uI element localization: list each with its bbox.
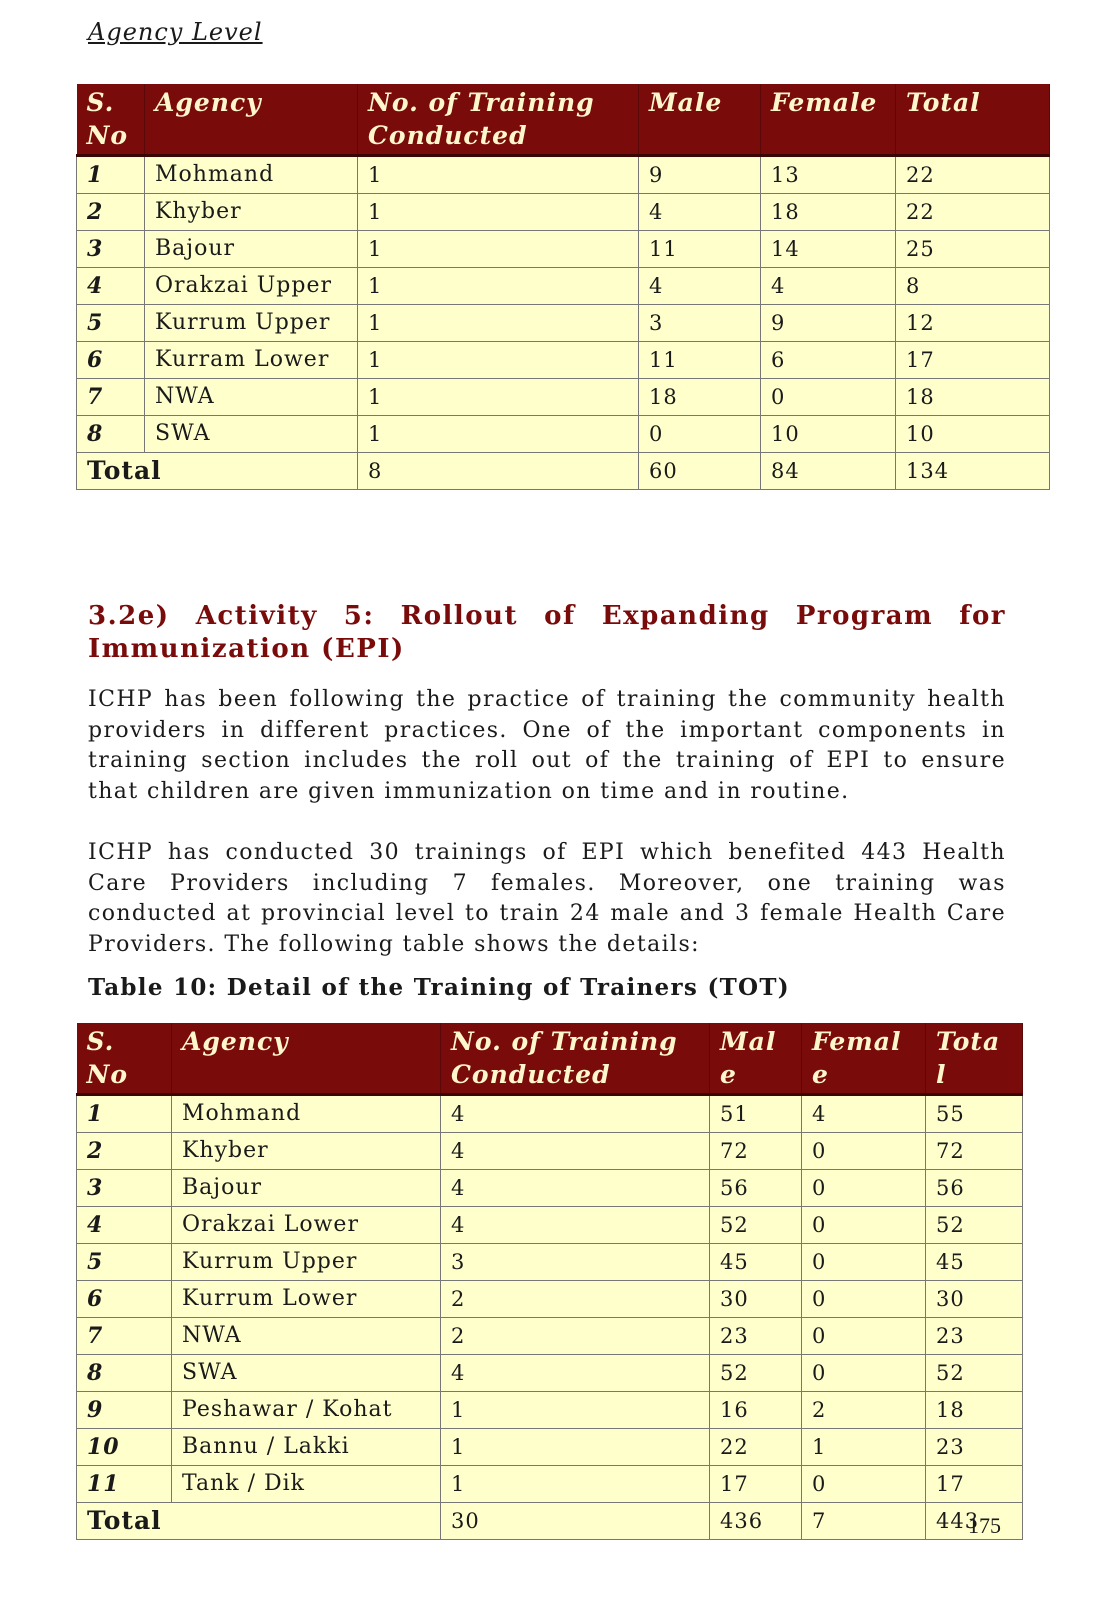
row-trainings: 1: [358, 342, 639, 379]
row-agency: Mohmand: [145, 156, 358, 194]
section-title: 3.2e) Activity 5: Rollout of Expanding Program for Immunization (EPI): [88, 601, 1006, 664]
row-trainings: 1: [358, 194, 639, 231]
table-row: [77, 1466, 1023, 1503]
row-female: 2: [802, 1392, 926, 1429]
row-male: 18: [639, 379, 761, 416]
total-male: 60: [639, 453, 761, 490]
row-sno: 5: [77, 305, 145, 342]
row-total: 56: [926, 1170, 1023, 1207]
page-number: 175: [968, 1513, 1001, 1538]
row-male: 30: [710, 1281, 802, 1318]
table-row: [77, 1133, 1023, 1170]
total-total: 134: [896, 453, 1050, 490]
header-female: Female: [761, 84, 896, 156]
header-sno: S. No: [77, 84, 145, 156]
table-row: [77, 1429, 1023, 1466]
row-agency: Kurram Lower: [145, 342, 358, 379]
row-female: 0: [802, 1207, 926, 1244]
row-sno: 6: [77, 342, 145, 379]
row-sno: 4: [77, 268, 145, 305]
row-female: 18: [761, 194, 896, 231]
total-female: 7: [802, 1503, 926, 1540]
row-trainings: 4: [441, 1170, 710, 1207]
row-sno: 10: [77, 1429, 172, 1466]
row-trainings: 2: [441, 1318, 710, 1355]
row-sno: 7: [77, 379, 145, 416]
header-trainings: No. of Training Conducted: [358, 84, 639, 156]
row-female: 0: [761, 379, 896, 416]
row-total: 18: [926, 1392, 1023, 1429]
row-female: 1: [802, 1429, 926, 1466]
row-total: 55: [926, 1095, 1023, 1133]
row-male: 72: [710, 1133, 802, 1170]
agency-training-table: [76, 84, 1050, 490]
table-row: [77, 416, 1050, 453]
table-row: [77, 1392, 1023, 1429]
row-female: 9: [761, 305, 896, 342]
row-total: 30: [926, 1281, 1023, 1318]
row-total: 17: [896, 342, 1050, 379]
row-male: 56: [710, 1170, 802, 1207]
header-female: Femal e: [802, 1023, 926, 1095]
table-header-row: [77, 1023, 1023, 1095]
row-agency: Orakzai Upper: [145, 268, 358, 305]
header-agency: Agency: [145, 84, 358, 156]
row-trainings: 4: [441, 1133, 710, 1170]
total-row: [77, 453, 1050, 490]
table-row: [77, 231, 1050, 268]
table-row: [77, 194, 1050, 231]
row-male: 11: [639, 342, 761, 379]
row-female: 0: [802, 1170, 926, 1207]
table-row: [77, 1318, 1023, 1355]
row-agency: Khyber: [172, 1133, 441, 1170]
table-body: [77, 1095, 1023, 1540]
row-male: 4: [639, 194, 761, 231]
table-body: [77, 156, 1050, 490]
row-total: 12: [896, 305, 1050, 342]
row-female: 6: [761, 342, 896, 379]
total-row: [77, 1503, 1023, 1540]
row-sno: 5: [77, 1244, 172, 1281]
row-trainings: 1: [358, 231, 639, 268]
row-agency: Mohmand: [172, 1095, 441, 1133]
row-trainings: 4: [441, 1095, 710, 1133]
row-sno: 8: [77, 1355, 172, 1392]
table-row: [77, 268, 1050, 305]
row-male: 52: [710, 1355, 802, 1392]
row-total: 52: [926, 1207, 1023, 1244]
row-trainings: 3: [441, 1244, 710, 1281]
table-row: [77, 156, 1050, 194]
row-agency: Bannu / Lakki: [172, 1429, 441, 1466]
row-trainings: 1: [358, 268, 639, 305]
table-row: [77, 1095, 1023, 1133]
header-agency: Agency: [172, 1023, 441, 1095]
agency-level-heading: Agency Level: [88, 18, 263, 46]
row-male: 23: [710, 1318, 802, 1355]
table-row: [77, 1207, 1023, 1244]
row-male: 17: [710, 1466, 802, 1503]
row-male: 16: [710, 1392, 802, 1429]
paragraph-2: ICHP has conducted 30 trainings of EPI which benefited 443 Health Care Providers including 7 females. Moreover, one training was conducted at provincial level to train 24 male and 3 female Health Care Providers. The following table shows the details:: [88, 840, 1006, 957]
row-male: 11: [639, 231, 761, 268]
row-agency: SWA: [172, 1355, 441, 1392]
total-label: Total: [77, 1503, 441, 1540]
row-male: 4: [639, 268, 761, 305]
row-female: 0: [802, 1466, 926, 1503]
table-row: [77, 1355, 1023, 1392]
table-row: [77, 305, 1050, 342]
paragraph-1: ICHP has been following the practice of training the community health providers in different practices. One of the important components in training section includes the roll out of the training of EPI to ensure that children are given immunization on time and in routine.: [88, 687, 1006, 804]
row-sno: 8: [77, 416, 145, 453]
row-sno: 1: [77, 1095, 172, 1133]
row-agency: Peshawar / Kohat: [172, 1392, 441, 1429]
row-trainings: 1: [358, 305, 639, 342]
row-male: 0: [639, 416, 761, 453]
total-female: 84: [761, 453, 896, 490]
row-agency: Kurrum Lower: [172, 1281, 441, 1318]
table-header-row: [77, 84, 1050, 156]
total-trainings: 30: [441, 1503, 710, 1540]
row-total: 8: [896, 268, 1050, 305]
tot-training-table: [76, 1023, 1023, 1540]
row-sno: 7: [77, 1318, 172, 1355]
row-trainings: 4: [441, 1207, 710, 1244]
row-total: 23: [926, 1318, 1023, 1355]
row-total: 25: [896, 231, 1050, 268]
row-total: 22: [896, 156, 1050, 194]
row-trainings: 1: [441, 1392, 710, 1429]
row-agency: Bajour: [145, 231, 358, 268]
row-trainings: 1: [441, 1466, 710, 1503]
row-male: 9: [639, 156, 761, 194]
row-male: 22: [710, 1429, 802, 1466]
row-agency: Kurrum Upper: [145, 305, 358, 342]
total-label: Total: [77, 453, 358, 490]
row-trainings: 1: [358, 416, 639, 453]
row-trainings: 1: [358, 379, 639, 416]
row-total: 23: [926, 1429, 1023, 1466]
row-total: 52: [926, 1355, 1023, 1392]
row-total: 10: [896, 416, 1050, 453]
row-trainings: 2: [441, 1281, 710, 1318]
row-total: 45: [926, 1244, 1023, 1281]
row-sno: 2: [77, 1133, 172, 1170]
row-male: 45: [710, 1244, 802, 1281]
row-sno: 4: [77, 1207, 172, 1244]
row-agency: Kurrum Upper: [172, 1244, 441, 1281]
row-female: 0: [802, 1318, 926, 1355]
header-trainings: No. of Training Conducted: [441, 1023, 710, 1095]
row-male: 3: [639, 305, 761, 342]
table-caption: Table 10: Detail of the Training of Trainers (TOT): [88, 974, 790, 1001]
table-row: [77, 1281, 1023, 1318]
row-agency: Bajour: [172, 1170, 441, 1207]
row-total: 18: [896, 379, 1050, 416]
header-male: Mal e: [710, 1023, 802, 1095]
row-agency: NWA: [172, 1318, 441, 1355]
table-row: [77, 1170, 1023, 1207]
row-trainings: 1: [441, 1429, 710, 1466]
row-sno: 3: [77, 231, 145, 268]
total-male: 436: [710, 1503, 802, 1540]
row-total: 22: [896, 194, 1050, 231]
table-row: [77, 342, 1050, 379]
row-agency: Tank / Dik: [172, 1466, 441, 1503]
row-male: 51: [710, 1095, 802, 1133]
row-sno: 11: [77, 1466, 172, 1503]
row-total: 72: [926, 1133, 1023, 1170]
row-male: 52: [710, 1207, 802, 1244]
row-trainings: 4: [441, 1355, 710, 1392]
row-female: 14: [761, 231, 896, 268]
row-agency: SWA: [145, 416, 358, 453]
row-sno: 2: [77, 194, 145, 231]
header-male: Male: [639, 84, 761, 156]
row-sno: 9: [77, 1392, 172, 1429]
row-female: 0: [802, 1244, 926, 1281]
row-female: 0: [802, 1281, 926, 1318]
row-sno: 6: [77, 1281, 172, 1318]
row-female: 13: [761, 156, 896, 194]
row-sno: 3: [77, 1170, 172, 1207]
row-total: 17: [926, 1466, 1023, 1503]
row-female: 0: [802, 1133, 926, 1170]
row-agency: Khyber: [145, 194, 358, 231]
row-agency: NWA: [145, 379, 358, 416]
table-row: [77, 1244, 1023, 1281]
row-female: 0: [802, 1355, 926, 1392]
header-total: Tota l: [926, 1023, 1023, 1095]
header-total: Total: [896, 84, 1050, 156]
row-trainings: 1: [358, 156, 639, 194]
total-trainings: 8: [358, 453, 639, 490]
total-total: 443: [926, 1503, 1023, 1540]
row-agency: Orakzai Lower: [172, 1207, 441, 1244]
table-row: [77, 379, 1050, 416]
row-female: 10: [761, 416, 896, 453]
row-female: 4: [761, 268, 896, 305]
row-sno: 1: [77, 156, 145, 194]
row-female: 4: [802, 1095, 926, 1133]
header-sno: S. No: [77, 1023, 172, 1095]
